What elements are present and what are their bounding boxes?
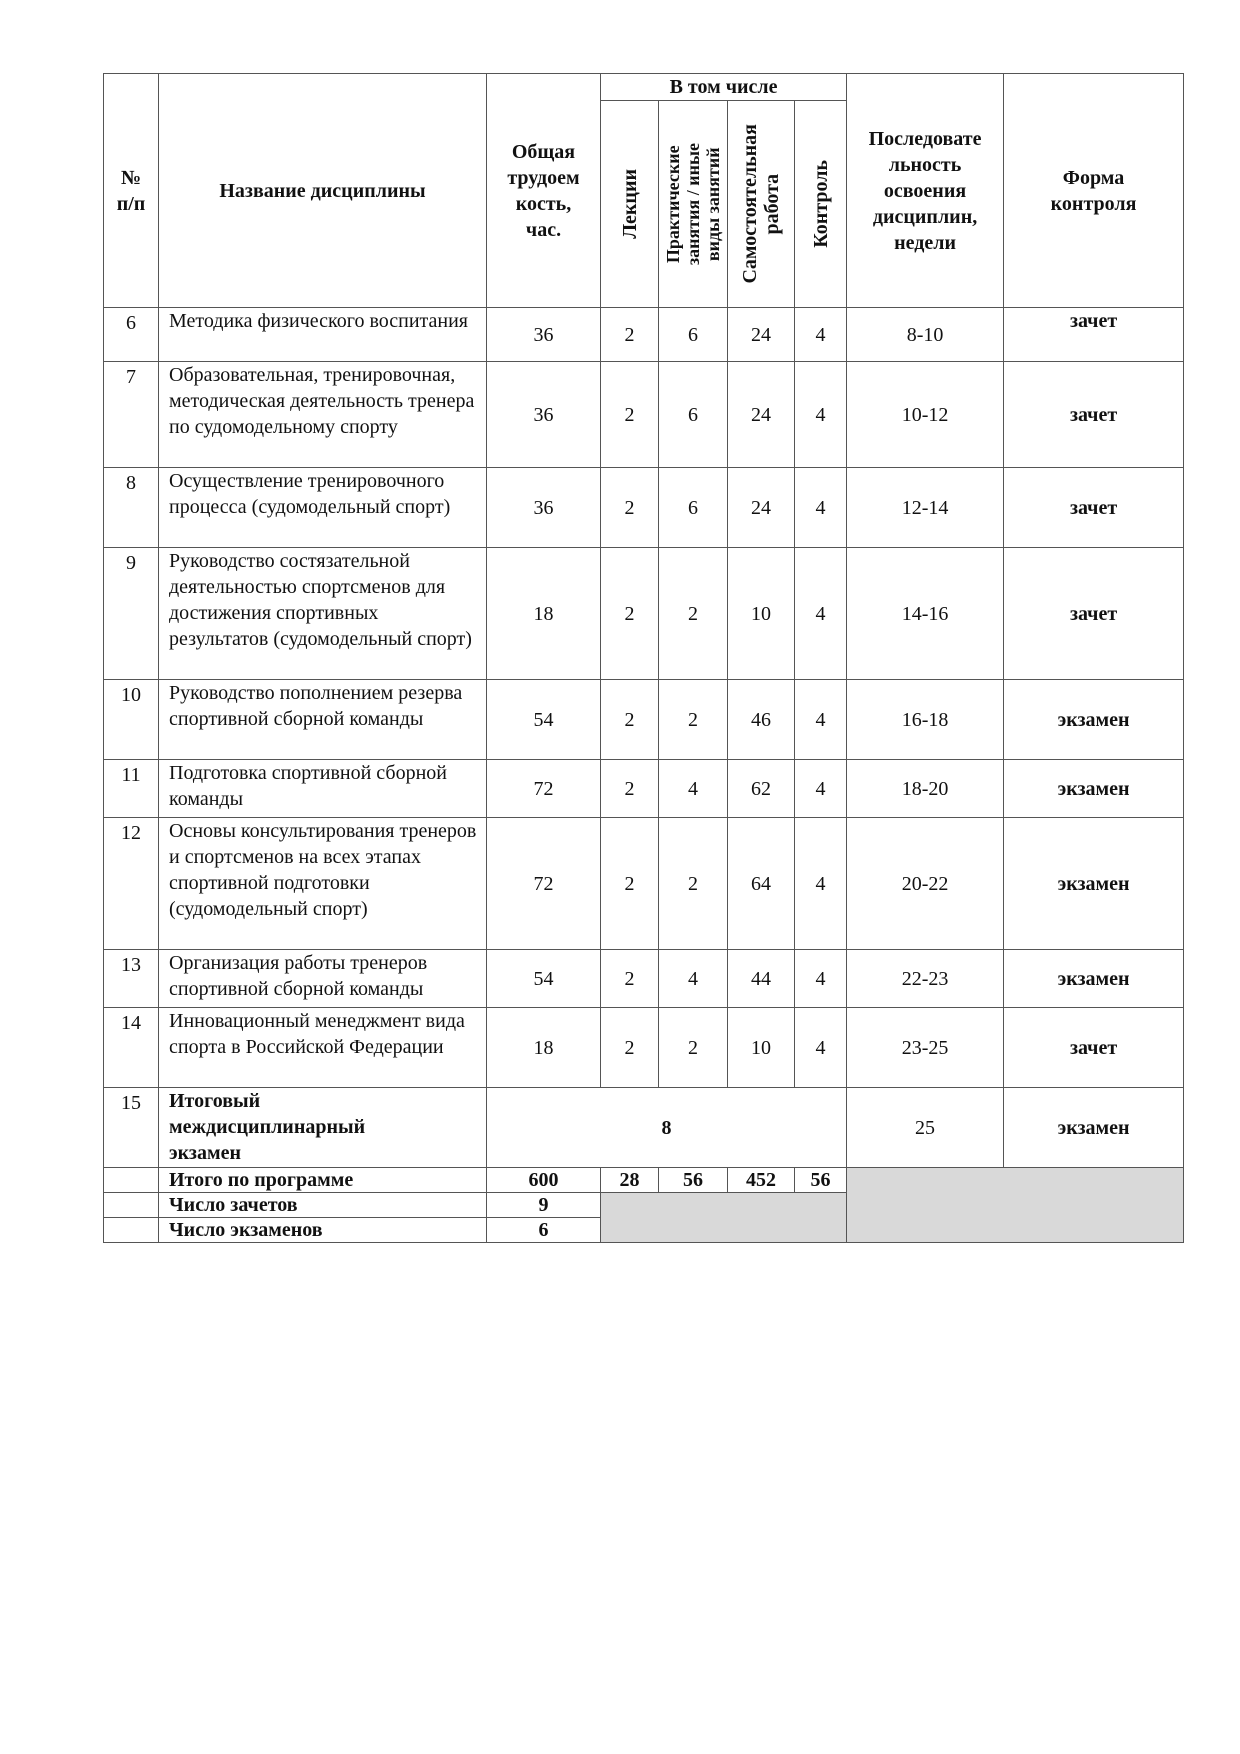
row-practical: 6 — [659, 362, 728, 468]
row-total-hours: 54 — [487, 680, 601, 760]
row-control: 4 — [795, 362, 847, 468]
header-sequence-weeks: Последовате льность освоения дисциплин, недели — [847, 74, 1004, 308]
row-weeks: 16-18 — [847, 680, 1004, 760]
row-discipline-name: Инновационный менеджмент вида спорта в Российской Федерации — [159, 1008, 487, 1088]
row-lectures: 2 — [601, 548, 659, 680]
row-practical: 4 — [659, 950, 728, 1008]
row-control-form: экзамен — [1004, 818, 1184, 950]
row-weeks: 8-10 — [847, 308, 1004, 362]
final-exam-form: экзамен — [1004, 1088, 1184, 1168]
row-practical: 6 — [659, 468, 728, 548]
row-num: 7 — [104, 362, 159, 468]
row-discipline-name: Методика физического воспитания — [159, 308, 487, 362]
row-lectures: 2 — [601, 680, 659, 760]
row-weeks: 18-20 — [847, 760, 1004, 818]
credits-count-label: Число зачетов — [159, 1193, 487, 1218]
row-control-form: экзамен — [1004, 760, 1184, 818]
table-row — [104, 950, 1184, 1008]
row-self-work: 24 — [728, 308, 795, 362]
final-exam-row — [104, 1088, 1184, 1168]
row-control-form: экзамен — [1004, 950, 1184, 1008]
row-lectures: 2 — [601, 468, 659, 548]
curriculum-table — [103, 73, 1184, 1243]
totals-shaded-area — [847, 1168, 1184, 1243]
row-control-form: зачет — [1004, 548, 1184, 680]
row-control-form: зачет — [1004, 1008, 1184, 1088]
row-discipline-name: Осуществление тренировочного процесса (судомодельный спорт) — [159, 468, 487, 548]
row-control: 4 — [795, 680, 847, 760]
row-self-work: 24 — [728, 362, 795, 468]
row-self-work: 44 — [728, 950, 795, 1008]
table-row — [104, 680, 1184, 760]
row-control-form: зачет — [1004, 362, 1184, 468]
row-self-work: 64 — [728, 818, 795, 950]
row-num: 6 — [104, 308, 159, 362]
row-discipline-name: Основы консультирования тренеров и спортсменов на всех этапах спортивной подготовки (судомодельный спорт) — [159, 818, 487, 950]
table-row — [104, 548, 1184, 680]
final-exam-hours: 8 — [487, 1088, 847, 1168]
row-num: 11 — [104, 760, 159, 818]
row-control-form: зачет — [1004, 468, 1184, 548]
counts-shaded-area — [601, 1193, 847, 1243]
row-self-work: 10 — [728, 548, 795, 680]
totals-num-empty — [104, 1168, 159, 1193]
totals-total-hours: 600 — [487, 1168, 601, 1193]
row-control: 4 — [795, 950, 847, 1008]
row-total-hours: 18 — [487, 548, 601, 680]
row-lectures: 2 — [601, 1008, 659, 1088]
row-lectures: 2 — [601, 818, 659, 950]
row-practical: 2 — [659, 548, 728, 680]
row-total-hours: 18 — [487, 1008, 601, 1088]
table-row — [104, 308, 1184, 362]
exams-count-label: Число экзаменов — [159, 1218, 487, 1243]
totals-row — [104, 1168, 1184, 1193]
exams-num-empty — [104, 1218, 159, 1243]
row-num: 15 — [104, 1088, 159, 1168]
row-control: 4 — [795, 308, 847, 362]
row-control: 4 — [795, 1008, 847, 1088]
header-practical: Практические занятия / иные виды занятий — [659, 101, 728, 308]
table-row — [104, 818, 1184, 950]
row-control: 4 — [795, 548, 847, 680]
table-row — [104, 468, 1184, 548]
final-exam-weeks: 25 — [847, 1088, 1004, 1168]
header-control-form: Форма контроля — [1004, 74, 1184, 308]
row-practical: 6 — [659, 308, 728, 362]
header-lectures: Лекции — [601, 101, 659, 308]
row-total-hours: 54 — [487, 950, 601, 1008]
row-practical: 2 — [659, 818, 728, 950]
header-including: В том числе — [601, 74, 847, 101]
row-self-work: 46 — [728, 680, 795, 760]
row-weeks: 10-12 — [847, 362, 1004, 468]
row-num: 9 — [104, 548, 159, 680]
row-total-hours: 36 — [487, 468, 601, 548]
table-row — [104, 760, 1184, 818]
totals-lectures: 28 — [601, 1168, 659, 1193]
totals-practical: 56 — [659, 1168, 728, 1193]
header-control: Контроль — [795, 101, 847, 308]
totals-self-work: 452 — [728, 1168, 795, 1193]
table-row — [104, 362, 1184, 468]
row-num: 8 — [104, 468, 159, 548]
row-weeks: 20-22 — [847, 818, 1004, 950]
row-practical: 2 — [659, 680, 728, 760]
row-num: 12 — [104, 818, 159, 950]
row-discipline-name: Организация работы тренеров спортивной сборной команды — [159, 950, 487, 1008]
row-control: 4 — [795, 760, 847, 818]
row-lectures: 2 — [601, 362, 659, 468]
exams-count-value: 6 — [487, 1218, 601, 1243]
final-exam-name: Итоговый междисциплинарный экзамен — [159, 1088, 487, 1168]
row-weeks: 22-23 — [847, 950, 1004, 1008]
header-discipline-name: Название дисциплины — [159, 74, 487, 308]
totals-label: Итого по программе — [159, 1168, 487, 1193]
row-total-hours: 36 — [487, 362, 601, 468]
row-practical: 4 — [659, 760, 728, 818]
row-discipline-name: Руководство пополнением резерва спортивной сборной команды — [159, 680, 487, 760]
row-total-hours: 36 — [487, 308, 601, 362]
row-weeks: 14-16 — [847, 548, 1004, 680]
row-self-work: 10 — [728, 1008, 795, 1088]
row-control-form: экзамен — [1004, 680, 1184, 760]
row-self-work: 24 — [728, 468, 795, 548]
row-discipline-name: Руководство состязательной деятельностью спортсменов для достижения спортивных результатов (судомодельный спорт) — [159, 548, 487, 680]
header-self-work: Самостоятельная работа — [728, 101, 795, 308]
header-total-hours: Общая трудоем кость, час. — [487, 74, 601, 308]
row-control-form: зачет — [1004, 308, 1184, 362]
row-practical: 2 — [659, 1008, 728, 1088]
row-total-hours: 72 — [487, 818, 601, 950]
row-lectures: 2 — [601, 950, 659, 1008]
row-weeks: 12-14 — [847, 468, 1004, 548]
row-lectures: 2 — [601, 760, 659, 818]
row-control: 4 — [795, 468, 847, 548]
row-self-work: 62 — [728, 760, 795, 818]
row-total-hours: 72 — [487, 760, 601, 818]
row-num: 10 — [104, 680, 159, 760]
totals-control: 56 — [795, 1168, 847, 1193]
row-lectures: 2 — [601, 308, 659, 362]
row-control: 4 — [795, 818, 847, 950]
header-num: № п/п — [104, 74, 159, 308]
row-num: 14 — [104, 1008, 159, 1088]
credits-count-value: 9 — [487, 1193, 601, 1218]
row-discipline-name: Подготовка спортивной сборной команды — [159, 760, 487, 818]
credits-num-empty — [104, 1193, 159, 1218]
table-row — [104, 1008, 1184, 1088]
row-weeks: 23-25 — [847, 1008, 1004, 1088]
row-discipline-name: Образовательная, тренировочная, методическая деятельность тренера по судомодельному спорту — [159, 362, 487, 468]
header-row — [104, 74, 1184, 101]
row-num: 13 — [104, 950, 159, 1008]
